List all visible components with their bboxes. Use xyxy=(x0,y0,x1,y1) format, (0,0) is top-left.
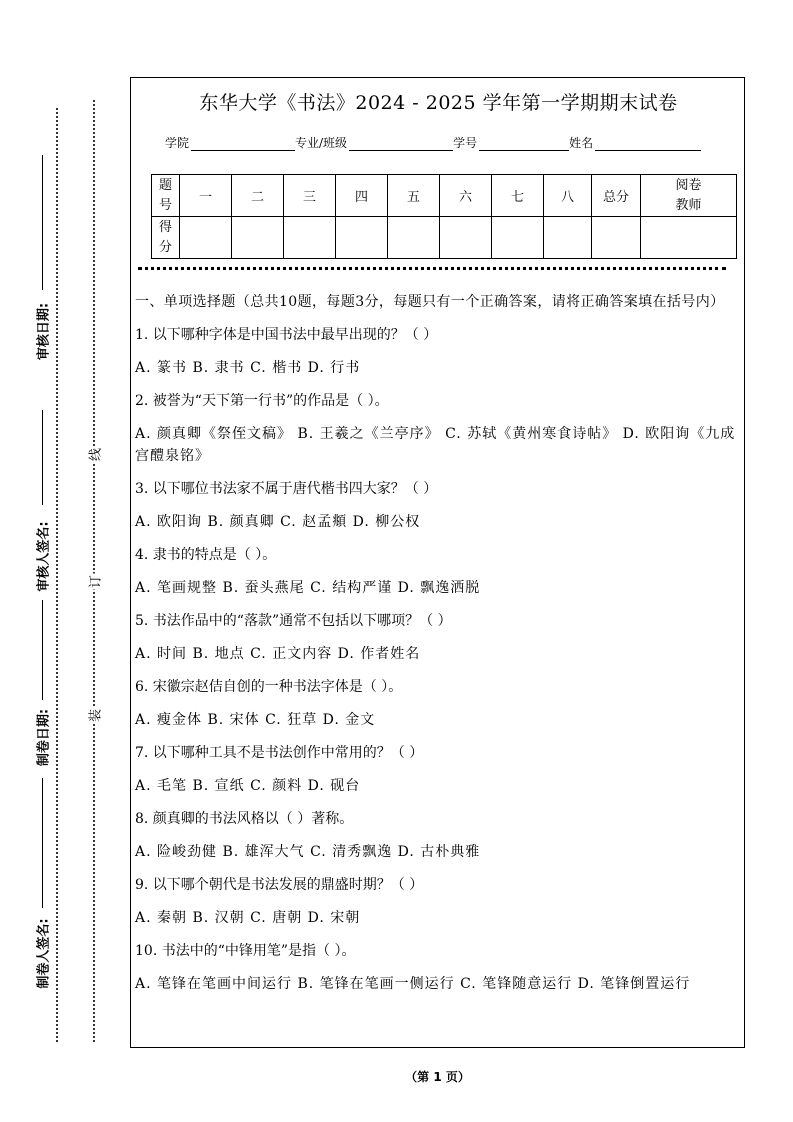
student-info-row xyxy=(165,134,701,151)
reviewer-sign-label: 审核人签名: xyxy=(36,521,52,592)
binding-dotted-line xyxy=(93,100,95,1042)
score-cell[interactable] xyxy=(232,217,284,259)
page-number: （第 1 页） xyxy=(405,1070,470,1084)
column-header: 八 xyxy=(544,175,592,217)
question-options: A. 秦朝 B. 汉朝 C. 唐朝 D. 宋朝 xyxy=(135,910,361,926)
maker-sign-line xyxy=(42,778,43,908)
score-cell[interactable] xyxy=(641,217,737,259)
score-cell[interactable] xyxy=(492,217,544,259)
exam-frame xyxy=(130,77,745,1048)
question: 4. 隶书的特点是（ ）。 xyxy=(135,547,277,563)
question: 8. 颜真卿的书法风格以（ ）著称。 xyxy=(135,811,354,827)
reviewer-date-line xyxy=(42,155,43,290)
score-cell[interactable] xyxy=(180,217,232,259)
score-cell[interactable] xyxy=(284,217,336,259)
bind-char-pack: 装 xyxy=(85,708,104,724)
binding-margin xyxy=(0,0,130,1122)
column-header: 四 xyxy=(336,175,388,217)
score-cell[interactable] xyxy=(544,217,592,259)
bind-char-line: 线 xyxy=(85,447,104,463)
column-header: 三 xyxy=(284,175,336,217)
question: 2. 被誉为“天下第一行书”的作品是（ ）。 xyxy=(135,393,389,409)
maker-date-line xyxy=(42,600,43,700)
column-header: 六 xyxy=(440,175,492,217)
maker-sign-label: 制卷人签名: xyxy=(36,918,52,989)
section-heading: 一、单项选择题（总共10题，每题3分，每题只有一个正确答案，请将正确答案填在括号内） xyxy=(135,294,725,310)
major-field[interactable] xyxy=(349,138,453,151)
student-id-label: 学号 xyxy=(453,136,478,150)
maker-date-label: 制卷日期: xyxy=(36,708,52,767)
question-options: A. 笔画规整 B. 蚕头燕尾 C. 结构严谨 D. 飘逸洒脱 xyxy=(135,580,481,596)
name-label: 姓名 xyxy=(569,136,594,150)
question: 3. 以下哪位书法家不属于唐代楷书四大家？（ ） xyxy=(135,481,438,497)
score-table xyxy=(151,174,737,259)
question: 6. 宋徽宗赵佶自创的一种书法字体是（ ）。 xyxy=(135,679,403,695)
score-cell[interactable] xyxy=(592,217,641,259)
question-options: A. 笔锋在笔画中间运行 B. 笔锋在笔画一侧运行 C. 笔锋随意运行 D. 笔锋倒置运行 xyxy=(135,976,691,992)
student-id-field[interactable] xyxy=(479,138,569,151)
reviewer-sign-line xyxy=(42,410,43,505)
dotted-guide xyxy=(56,108,58,1042)
college-field[interactable] xyxy=(191,138,295,151)
question: 7. 以下哪种工具不是书法创作中常用的？（ ） xyxy=(135,745,424,761)
column-header: 一 xyxy=(180,175,232,217)
college-label: 学院 xyxy=(165,136,190,150)
question-options: A. 毛笔 B. 宣纸 C. 颜料 D. 砚台 xyxy=(135,778,361,794)
question-options: A. 篆书 B. 隶书 C. 楷书 D. 行书 xyxy=(135,360,361,376)
score-cell[interactable] xyxy=(440,217,492,259)
row-label-number: 题号 xyxy=(152,175,180,217)
column-header: 五 xyxy=(388,175,440,217)
dotted-separator xyxy=(138,267,726,270)
column-header: 阅卷教师 xyxy=(641,175,737,217)
question-section xyxy=(135,291,740,995)
row-label-score: 得分 xyxy=(152,217,180,259)
score-cell[interactable] xyxy=(336,217,388,259)
question-options: A. 瘦金体 B. 宋体 C. 狂草 D. 金文 xyxy=(135,712,376,728)
name-field[interactable] xyxy=(595,138,701,151)
question: 1. 以下哪种字体是中国书法中最早出现的？（ ） xyxy=(135,327,438,343)
reviewer-date-label: 审核日期: xyxy=(36,302,52,361)
question-options: A. 险峻劲健 B. 雄浑大气 C. 清秀飘逸 D. 古朴典雅 xyxy=(135,844,481,860)
question-options: A. 时间 B. 地点 C. 正文内容 D. 作者姓名 xyxy=(135,646,421,662)
column-header: 总分 xyxy=(592,175,641,217)
score-cell[interactable] xyxy=(388,217,440,259)
question-options: A. 颜真卿《祭侄文稿》 B. 王羲之《兰亭序》 C. 苏轼《黄州寒食诗帖》 D. 欧阳询《九成宫醴泉铭》 xyxy=(135,426,736,464)
exam-title: 东华大学《书法》2024 - 2025 学年第一学期期末试卷 xyxy=(199,92,678,114)
bind-char-order: 订 xyxy=(85,574,104,590)
column-header: 七 xyxy=(492,175,544,217)
column-header: 二 xyxy=(232,175,284,217)
major-label: 专业/班级 xyxy=(295,136,348,150)
question: 5. 书法作品中的“落款”通常不包括以下哪项？（ ） xyxy=(135,613,452,629)
question: 10. 书法中的“中锋用笔”是指（ ）。 xyxy=(135,943,356,959)
question-options: A. 欧阳询 B. 颜真卿 C. 赵孟頫 D. 柳公权 xyxy=(135,514,421,530)
question: 9. 以下哪个朝代是书法发展的鼎盛时期？（ ） xyxy=(135,877,424,893)
